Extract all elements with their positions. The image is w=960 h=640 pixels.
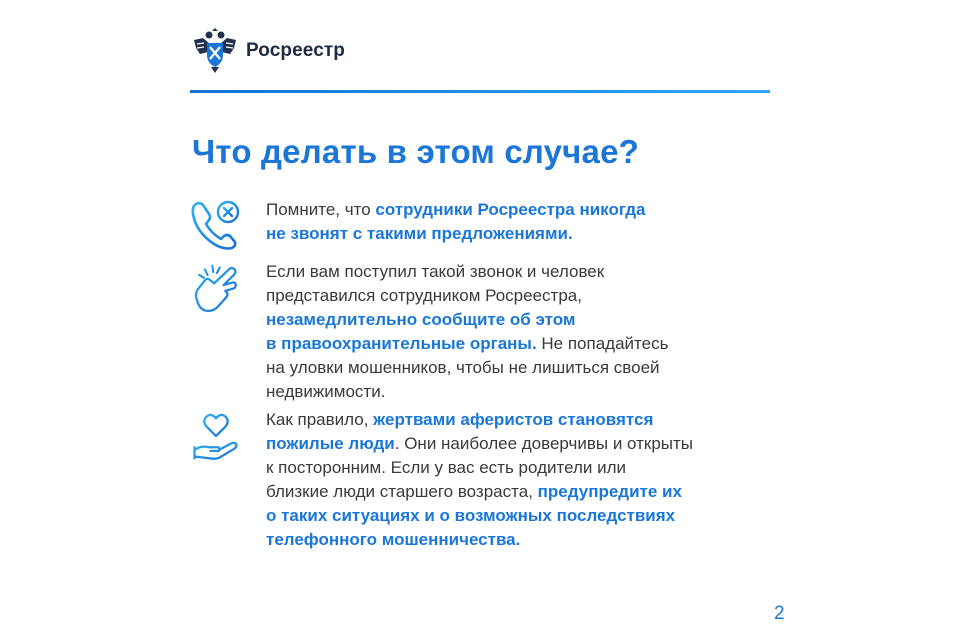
header [190,26,345,76]
text-line [266,528,766,552]
highlighted-text: не звонят с такими предложениями. [266,224,573,243]
text-line [266,222,766,246]
highlighted-text: жертвами аферистов становятся [373,410,654,429]
highlighted-text: телефонного мошенничества. [266,530,521,549]
text-line [266,432,766,456]
body-text: Если вам поступил такой звонок и человек [266,262,605,281]
body-text: Помните, что [266,200,376,219]
text-line [266,198,766,222]
page-number: 2 [774,603,785,624]
text-line [266,408,766,432]
stop-hand-icon [190,260,242,316]
body-text: . Они наиболее доверчивы и открыты [394,434,694,453]
text-line [266,480,766,504]
phone-declined-icon [190,198,242,254]
body-text: близкие люди старшего возраста, [266,482,538,501]
page-title: Что делать в этом случае? [192,133,640,170]
body-text: представился сотрудником Росреестра, [266,286,582,305]
brand-name: Росреестр [246,40,345,61]
body-text: Не попадайтесь [536,334,669,353]
body-text: на уловки мошенников, чтобы не лишиться своей [266,358,660,377]
body-text: к посторонним. Если у вас есть родители или [266,458,627,477]
text-line [266,504,766,528]
highlighted-text: незамедлительно сообщите об этом [266,310,576,329]
text-line [266,356,766,380]
text-line [266,380,766,404]
highlighted-text: пожилые люди [266,434,395,453]
heart-in-hand-icon [190,408,242,464]
header-divider [190,90,770,93]
text-line [266,308,766,332]
rosreestr-eagle-emblem-icon [190,26,240,76]
text-line [266,332,766,356]
text-line [266,260,766,284]
highlighted-text: сотрудники Росреестра никогда [375,200,646,219]
highlighted-text: в правоохранительные органы. [266,334,537,353]
highlighted-text: предупредите их [537,482,682,501]
highlighted-text: о таких ситуациях и о возможных последствиях [266,506,676,525]
text-line [266,456,766,480]
advice-text-1 [266,198,766,246]
advice-text-3 [266,408,766,552]
advice-text-2 [266,260,766,404]
body-text: недвижимости. [266,382,386,401]
body-text: Как правило, [266,410,374,429]
text-line [266,284,766,308]
